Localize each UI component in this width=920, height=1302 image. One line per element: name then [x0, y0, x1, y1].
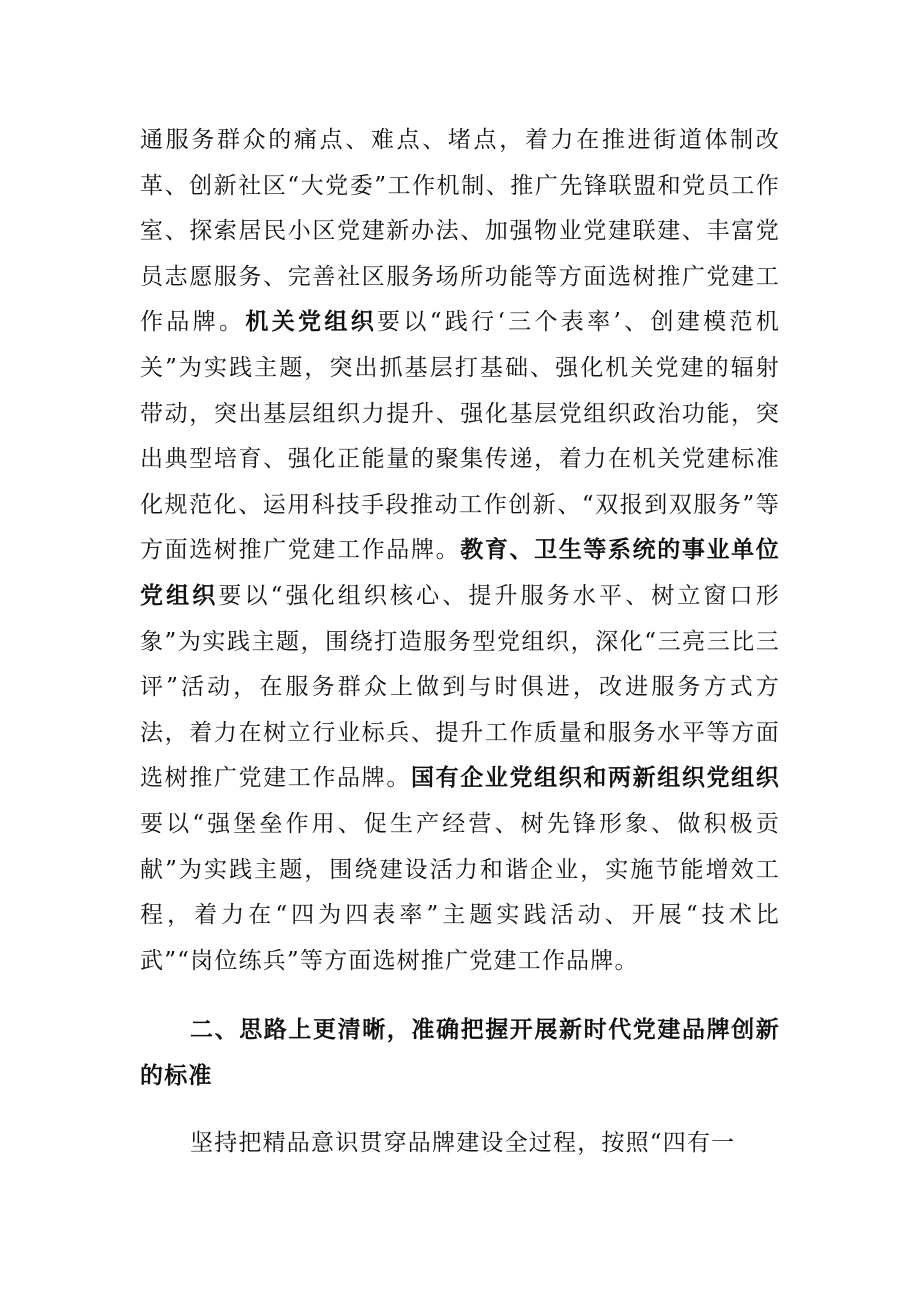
document-page	[140, 118, 780, 1167]
section-heading: 二、思路上更清晰，准确把握开展新时代党建品牌创新的标准	[140, 1017, 780, 1089]
bold-keyword-enterprise-party: 国有企业党组织和两新组织党组织	[410, 765, 780, 792]
paragraph-text: 要以“强化组织核心、提升服务水平、树立窗口形象”为实践主题，围绕打造服务型党组织，深化“三亮三比三评”活动，在服务群众上做到与时俱进，改进服务方式方法，着力在树立行业标兵、提升工作质量和服务水平等方面选树推广党建工作品牌。	[140, 582, 780, 792]
paragraph-text: 通服务群众的痛点、难点、堵点，着力在推进街道体制改革、创新社区“大党委”工作机制、推广先锋联盟和党员工作室、探索居民小区党建新办法、加强物业党建联建、丰富党员志愿服务、完善社区服务场所功能等方面选树推广党建工作品牌。	[140, 127, 780, 336]
paragraph-text: 要以“践行‘三个表率’、创建模范机关”为实践主题，突出抓基层打基础、强化机关党建的辐射带动，突出基层组织力提升、强化基层党组织政治功能，突出典型培育、强化正能量的聚集传递，着力在机关党建标准化规范化、运用科技手段推动工作创新、“双报到双服务”等方面选树推广党建工作品牌。	[140, 309, 781, 564]
body-paragraph-1	[140, 118, 780, 984]
bold-keyword-organ-party: 机关党组织	[245, 309, 378, 336]
paragraph-text: 要以“强堡垒作用、促生产经营、树先锋形象、做积极贡献”为实践主题，围绕建设活力和谐企业，实施节能增效工程，着力在“四为四表率”主题实践活动、开展“技术比武”“岗位练兵”等方面选树推广党建工作品牌。	[140, 810, 780, 974]
body-paragraph-2: 坚持把精品意识贯穿品牌建设全过程，按照“四有一	[190, 1130, 736, 1157]
bold-keyword-public-institutions: 教育、卫生等系统的事业单位党组织	[140, 537, 780, 609]
